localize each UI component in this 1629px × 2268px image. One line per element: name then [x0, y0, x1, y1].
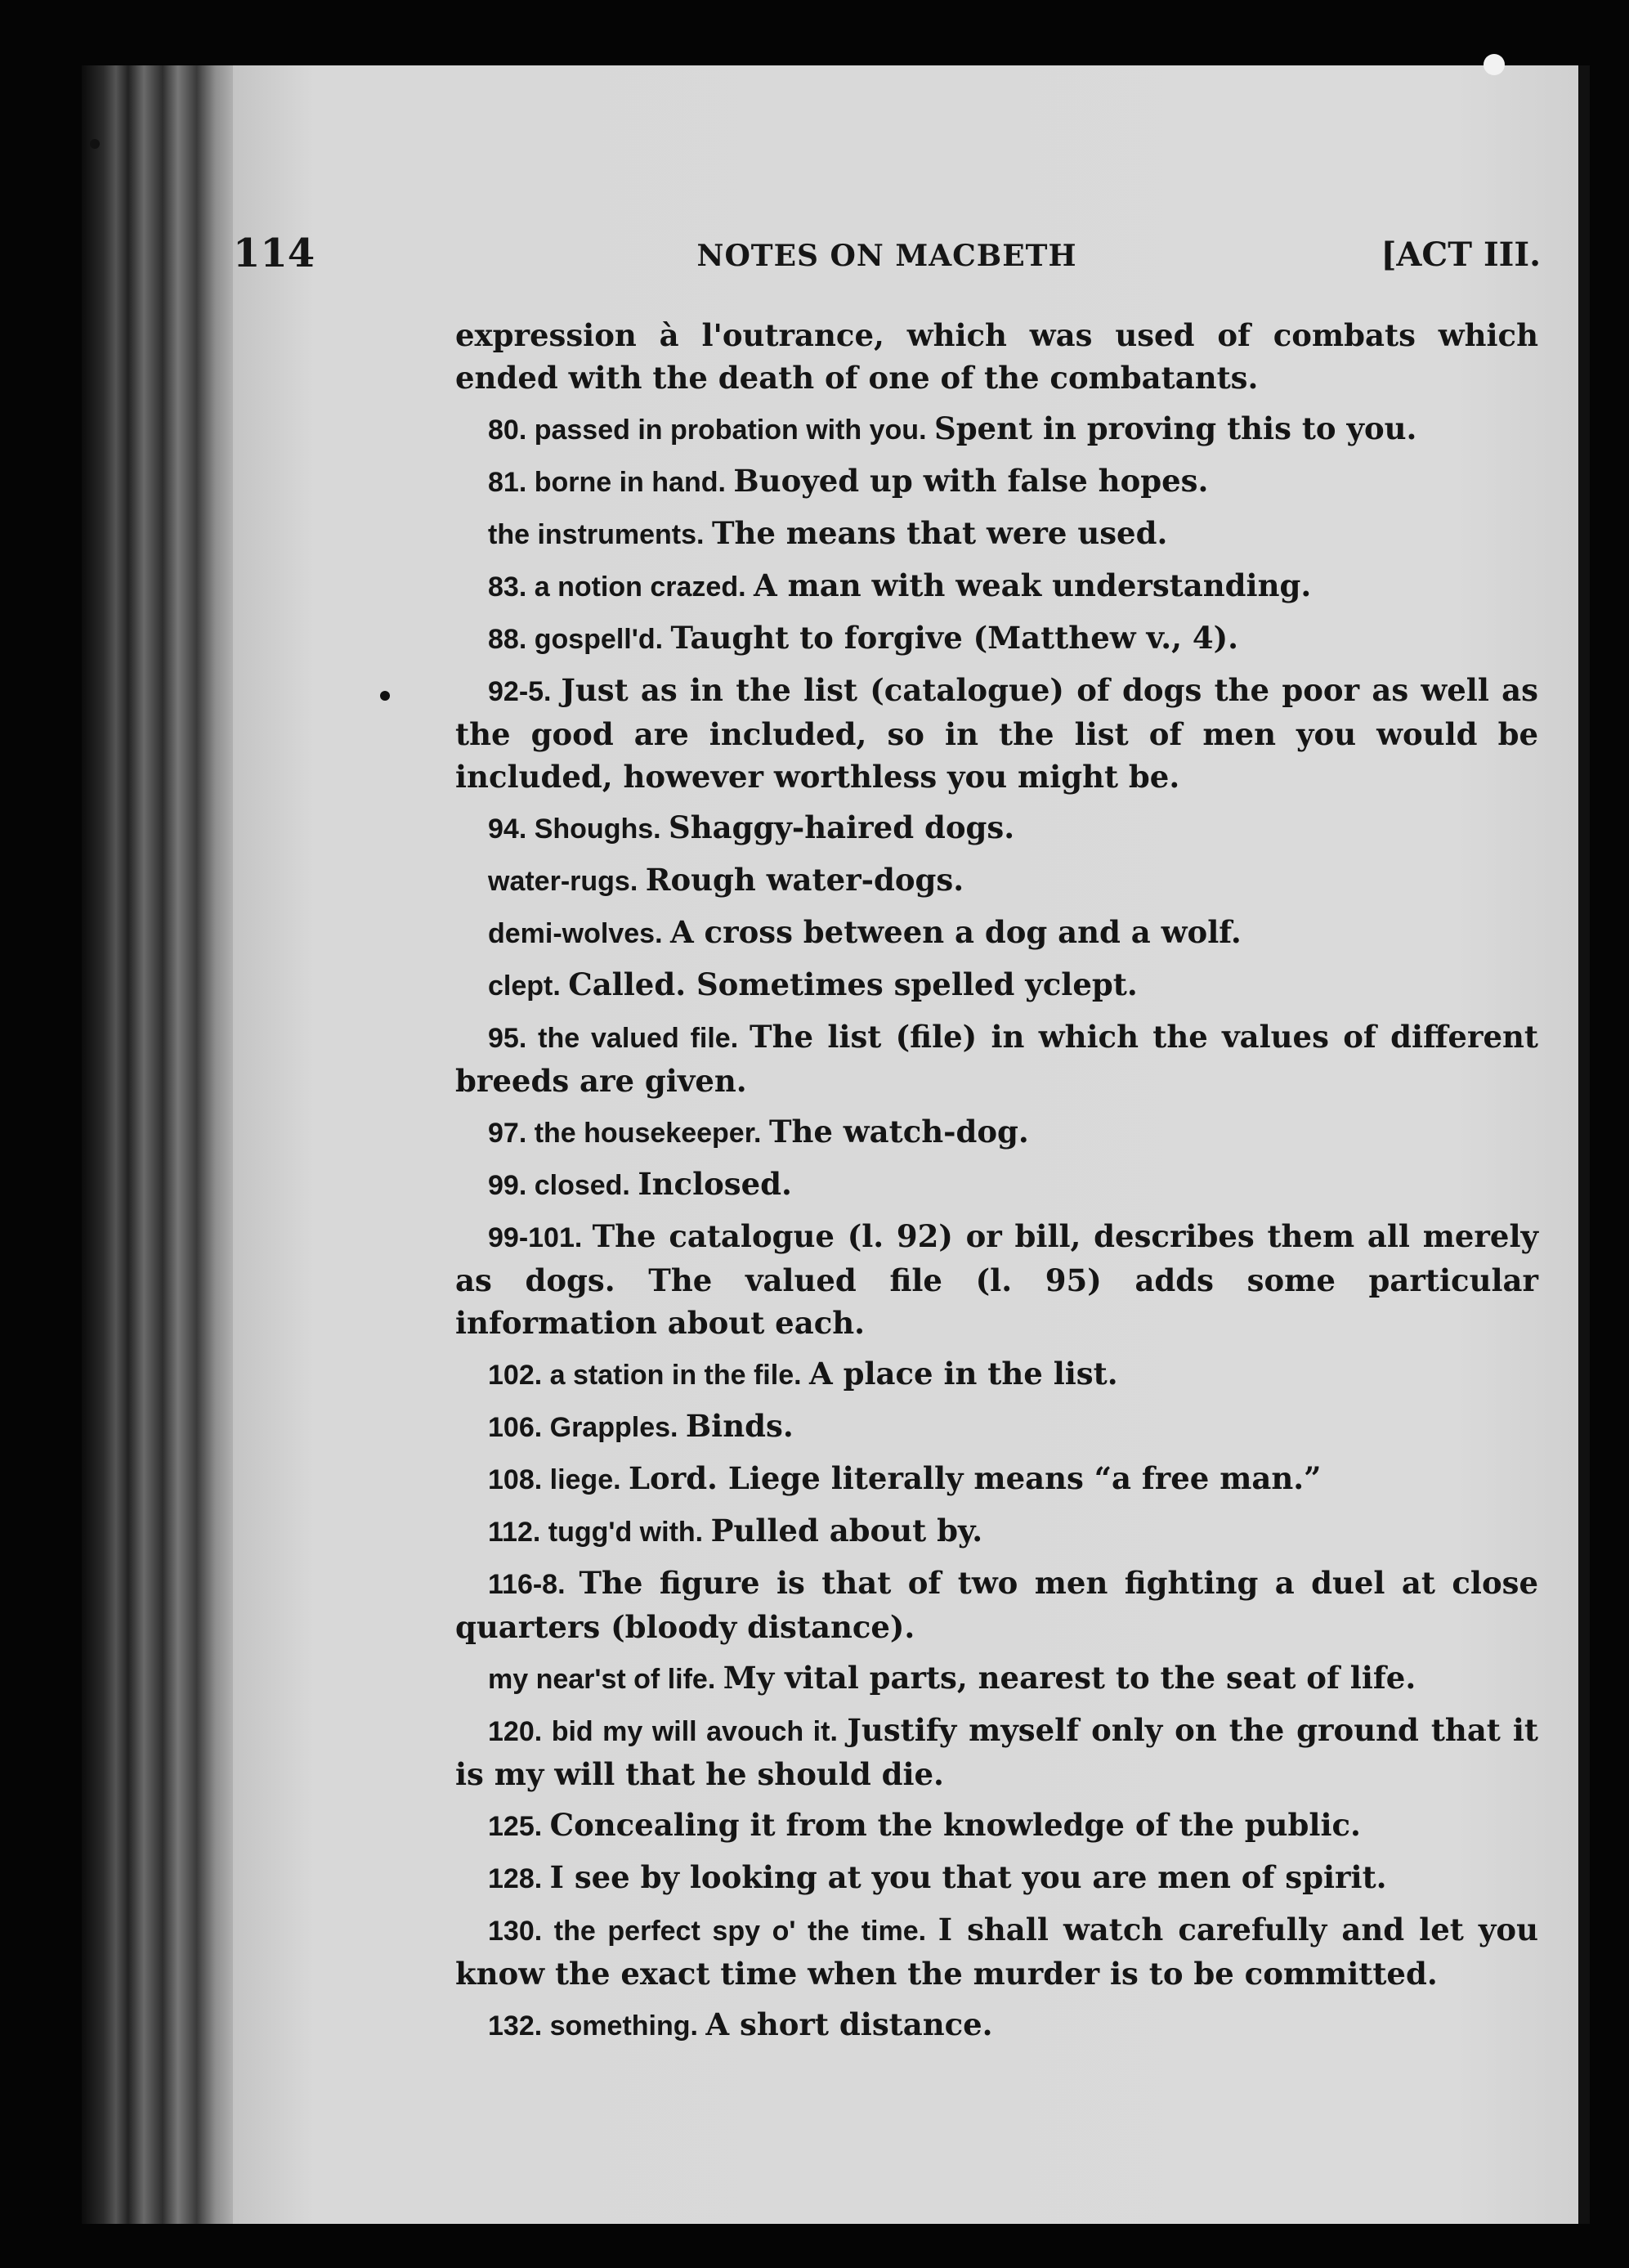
note-lemma: the housekeeper.: [534, 1118, 769, 1149]
note-entry: [455, 1457, 1538, 1501]
note-gloss: The means that were used.: [711, 515, 1168, 551]
note-line-ref: 83.: [488, 571, 535, 603]
note-lemma: something.: [549, 2010, 706, 2042]
note-gloss: The catalogue (l. 92) or bill, describes them all merely as dogs. The valued file (l. 95) adds some particular information about each.: [455, 1218, 1538, 1341]
note-line-ref: 132.: [488, 2010, 550, 2042]
note-entry: [455, 2003, 1538, 2047]
note-entry: [455, 669, 1538, 798]
note-gloss: I see by looking at you that you are men of spirit.: [549, 1859, 1387, 1895]
note-line-ref: 81.: [488, 467, 535, 498]
note-entry: [455, 1856, 1538, 1900]
note-gloss: Rough water-dogs.: [645, 862, 964, 898]
note-gloss: Shaggy-haired dogs.: [669, 809, 1015, 845]
notes-list: [455, 407, 1538, 2047]
note-line-ref: 80.: [488, 415, 535, 446]
note-gloss: A place in the list.: [809, 1356, 1118, 1392]
note-gloss: Spent in proving this to you.: [933, 410, 1417, 446]
note-lemma: Grapples.: [549, 1412, 686, 1443]
running-title: NOTES ON MACBETH: [696, 239, 1077, 273]
note-gloss: Called. Sometimes spelled yclept.: [568, 966, 1138, 1002]
note-entry: [455, 963, 1538, 1007]
note-line-ref: 102.: [488, 1360, 550, 1391]
note-gloss: The watch-dog.: [768, 1114, 1029, 1150]
page-header: [233, 231, 1541, 280]
note-lemma: liege.: [549, 1464, 629, 1495]
note-gloss: Lord. Liege literally means “a free man.”: [629, 1460, 1322, 1496]
note-lemma: the valued file.: [538, 1023, 750, 1054]
note-gloss: A short distance.: [705, 2006, 993, 2042]
page-number: 114: [233, 231, 316, 276]
note-entry: [455, 858, 1538, 903]
note-line-ref: 116-8.: [488, 1569, 580, 1600]
note-entry: [455, 1656, 1538, 1701]
note-gloss: Pulled about by.: [710, 1513, 983, 1549]
note-lemma: Shoughs.: [534, 814, 669, 845]
note-line-ref: 128.: [488, 1863, 550, 1894]
note-line-ref: 130.: [488, 1916, 554, 1947]
note-line-ref: 112.: [488, 1517, 548, 1548]
note-entry: [455, 1352, 1538, 1396]
note-lemma: a notion crazed.: [534, 571, 754, 603]
note-gloss: Binds.: [685, 1408, 794, 1444]
note-gloss: Concealing it from the knowledge of the public.: [549, 1807, 1361, 1843]
note-lemma: bid my will avouch it.: [551, 1716, 848, 1747]
note-entry: [455, 1110, 1538, 1154]
note-lemma: tugg'd with.: [548, 1517, 711, 1548]
note-line-ref: 92-5.: [488, 676, 562, 707]
note-line-ref: 106.: [488, 1412, 550, 1443]
note-entry: [455, 1908, 1538, 1995]
note-line-ref: 99-101.: [488, 1222, 593, 1253]
note-lemma: my near'st of life.: [488, 1664, 723, 1695]
note-entry: [455, 1709, 1538, 1795]
note-gloss: The list (file) in which the values of different breeds are given.: [455, 1019, 1538, 1099]
note-line-ref: 120.: [488, 1716, 552, 1747]
note-lemma: passed in probation with you.: [534, 415, 934, 446]
note-gloss: My vital parts, nearest to the seat of life.: [723, 1660, 1416, 1696]
note-lemma: borne in hand.: [534, 467, 734, 498]
note-line-ref: 88.: [488, 624, 535, 655]
note-entry: [455, 512, 1538, 556]
note-gloss: Taught to forgive (Matthew v., 4).: [670, 620, 1239, 656]
notes-body: [455, 314, 1538, 2055]
act-label: [ACT III.: [1381, 235, 1541, 274]
note-entry: [455, 1509, 1538, 1553]
note-lemma: closed.: [534, 1170, 638, 1201]
note-entry: [455, 1405, 1538, 1449]
note-entry: [455, 1804, 1538, 1848]
note-entry: [455, 911, 1538, 955]
note-entry: [455, 564, 1538, 608]
note-line-ref: 125.: [488, 1811, 550, 1842]
continued-paragraph: expression à l'outrance, which was used of combats which ended with the death of one of the combatants.: [455, 317, 1538, 396]
note-lemma: demi-wolves.: [488, 918, 670, 949]
note-line-ref: 97.: [488, 1118, 535, 1149]
note-gloss: A man with weak understanding.: [753, 567, 1312, 603]
note-lemma: water-rugs.: [488, 866, 646, 897]
note-gloss: Just as in the list (catalogue) of dogs the poor as well as the good are included, so in the list of men you would be included, however worthless you might be.: [455, 672, 1538, 795]
note-entry: [455, 806, 1538, 850]
binding-gutter: [82, 65, 237, 2224]
note-gloss: Justify myself only on the ground that it is my will that he should die.: [455, 1712, 1538, 1792]
note-entry: [455, 459, 1538, 504]
note-lemma: a station in the file.: [549, 1360, 809, 1391]
note-line-ref: 99.: [488, 1170, 535, 1201]
note-entry: [455, 1015, 1538, 1102]
note-gloss: The figure is that of two men fighting a duel at close quarters (bloody distance).: [455, 1565, 1538, 1645]
note-gloss: Buoyed up with false hopes.: [733, 463, 1209, 499]
note-lemma: the instruments.: [488, 519, 712, 550]
note-lemma: the perfect spy o' the time.: [553, 1916, 938, 1947]
note-line-ref: 94.: [488, 814, 535, 845]
note-entry: [455, 407, 1538, 451]
speck-white: [1484, 54, 1505, 75]
note-gloss: A cross between a dog and a wolf.: [669, 914, 1242, 950]
note-entry: [455, 616, 1538, 661]
note-entry: [455, 1562, 1538, 1648]
note-gloss: I shall watch carefully and let you know the exact time when the murder is to be committed.: [455, 1912, 1538, 1992]
note-entry: [455, 1163, 1538, 1207]
note-line-ref: 95.: [488, 1023, 539, 1054]
note-lemma: gospell'd.: [534, 624, 671, 655]
note-entry: [455, 1215, 1538, 1344]
note-line-ref: 108.: [488, 1464, 550, 1495]
note-lemma: clept.: [488, 970, 569, 1002]
note-gloss: Inclosed.: [638, 1166, 792, 1202]
page-edge: [1578, 65, 1590, 2224]
speck: [90, 139, 100, 149]
speck: [380, 691, 390, 701]
